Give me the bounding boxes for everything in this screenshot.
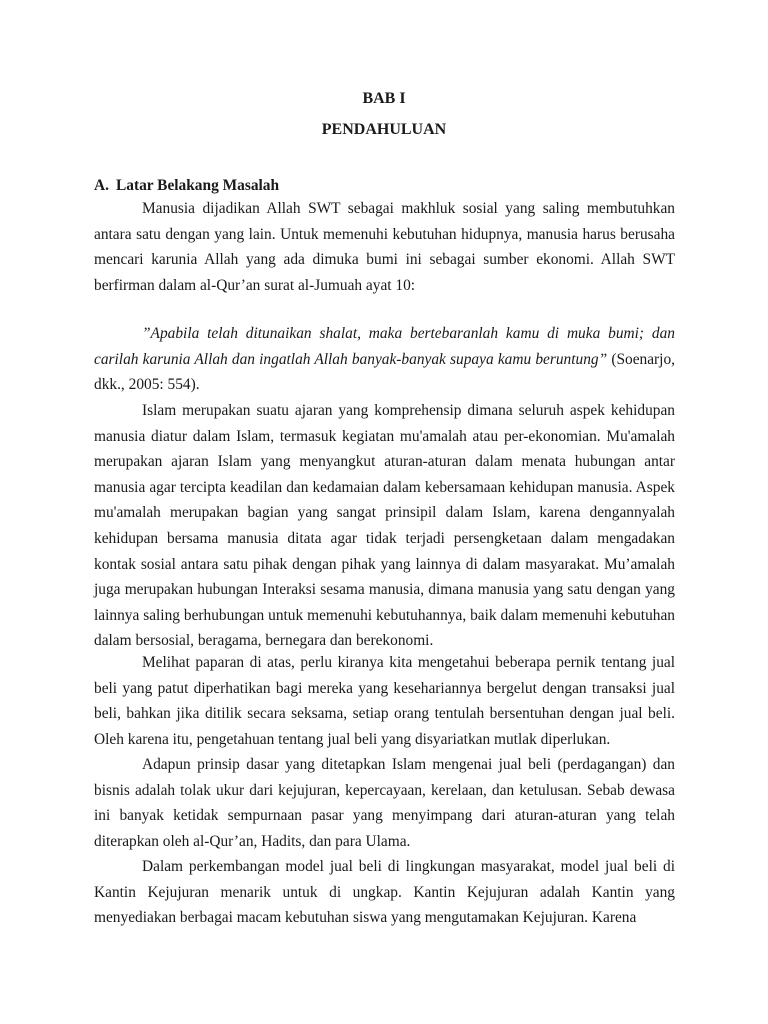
quote-text: ”Apabila telah ditunaikan shalat, maka bertebaranlah kamu di muka bumi; dan carilah karunia Allah dan ingatlah Allah banyak-banyak supaya kamu beruntung”	[94, 325, 675, 368]
paragraph-2: Islam merupakan suatu ajaran yang komprehensip dimana seluruh aspek kehidupan manusia diatur dalam Islam, termasuk kegiatan mu'amalah atau per-ekonomian. Mu'amalah merupakan ajaran Islam yang menyangkut aturan-aturan dalam menata hubungan antar manusia agar tercipta keadilan dan kedamaian dalam kebersamaan kehidupan manusia. Aspek mu'amalah merupakan bagian yang sangat prinsipil dalam Islam, karena dengannyalah kehidupan bersama manusia ditata agar tidak terjadi persengketaan dalam mengadakan kontak sosial antara satu pihak dengan pihak yang lainnya di dalam masyarakat. Mu’amalah juga merupakan hubungan Interaksi sesama manusia, dimana manusia yang satu dengan yang lainnya saling berhubungan untuk memenuhi kebutuhannya, baik dalam memenuhi kebutuhan dalam bersosial, beragama, bernegara dan berekonomi.	[94, 402, 675, 650]
paragraph-1: Manusia dijadikan Allah SWT sebagai makhluk sosial yang saling membutuhkan antara satu dengan yang lain. Untuk memenuhi kebutuhan hidupnya, manusia harus berusaha mencari karunia Allah yang ada dimuka bumi ini sebagai sumber ekonomi. Allah SWT berfirman dalam al-Qur’an surat al-Jumuah ayat 10:	[94, 200, 675, 294]
paragraph-3: Melihat paparan di atas, perlu kiranya kita mengetahui beberapa pernik tentang jual beli yang patut diperhatikan bagi mereka yang kesehariannya bergelut dengan transaksi jual beli, bahkan jika ditilik secara seksama, setiap orang tentulah bersentuhan dengan jual beli. Oleh karena itu, pengetahuan tentang jual beli yang disyariatkan mutlak diperlukan.	[94, 654, 675, 748]
chapter-title: PENDAHULUAN	[321, 121, 447, 138]
section-title: Latar Belakang Masalah	[116, 177, 280, 194]
section-letter: A.	[94, 177, 109, 194]
paragraph-4: Adapun prinsip dasar yang ditetapkan Islam mengenai jual beli (perdagangan) dan bisnis adalah tolak ukur dari kejujuran, kepercayaan, kerelaan, dan ketulusan. Sebab dewasa ini banyak ketidak sempurnaan pasar yang menyimpang dari aturan-aturan yang telah diterapkan oleh al-Qur’an, Hadits, dan para Ulama.	[94, 756, 675, 850]
section-heading	[94, 173, 279, 199]
quran-quote	[94, 321, 675, 398]
quote-citation: (Soenarjo, dkk., 2005: 554).	[94, 350, 676, 394]
paragraph-5: Dalam perkembangan model jual beli di lingkungan masyarakat, model jual beli di Kantin Kejujuran menarik untuk di ungkap. Kantin Kejujuran adalah Kantin yang menyediakan berbagai macam kebutuhan siswa yang mengutamakan Kejujuran. Karena	[94, 858, 675, 927]
chapter-number: BAB I	[362, 90, 406, 107]
